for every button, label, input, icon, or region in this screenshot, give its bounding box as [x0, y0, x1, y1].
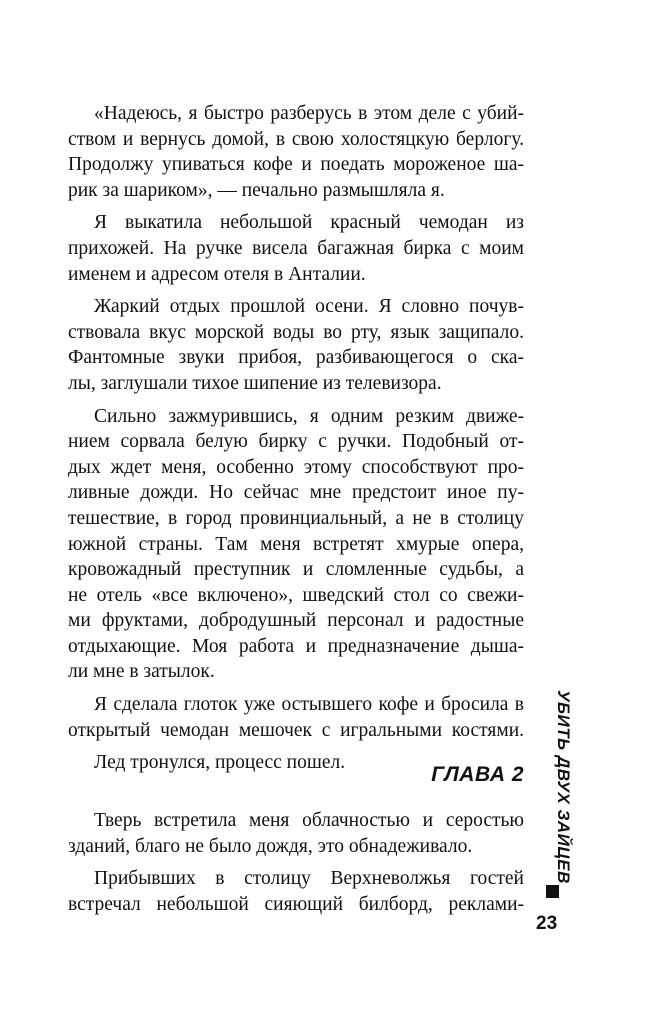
text-line: отдыхающие. Моя работа и предназначение дыша- [68, 635, 524, 657]
paragraph [68, 692, 524, 743]
paragraph [68, 210, 524, 287]
text-line: дых ждет меня, особенно этому способствуют про- [68, 456, 524, 478]
text-line: открытый чемодан мешочек с игральными костями. [68, 719, 524, 741]
text-line: Продолжу упиваться кофе и поедать мороженое ша- [68, 154, 524, 176]
text-line: южной страны. Там меня встретят хмурые опера, [68, 533, 524, 555]
paragraph [68, 808, 524, 859]
text-line: ми фруктами, добродушный персонал и радостные [68, 610, 524, 632]
text-line: Прибывших в столицу Верхневолжья гостей [94, 868, 524, 890]
body-text-section-1 [68, 101, 524, 783]
text-line: Жаркий отдых прошлой осени. Я словно почув- [94, 296, 524, 318]
text-line: именем и адресом отеля в Анталии. [68, 263, 366, 285]
text-line: кровожадный преступник и сломленные судьбы, а [68, 559, 524, 581]
text-line: Фантомные звуки прибоя, разбивающегося о ска- [68, 347, 524, 369]
text-line: рик за шариком», — печально размышляла я. [68, 179, 445, 201]
text-line: встречал небольшой сияющий билборд, реклами- [68, 893, 524, 915]
text-line: ством и вернусь домой, в свою холостяцкую берлогу. [68, 128, 524, 150]
paragraph [68, 294, 524, 396]
text-line: «Надеюсь, я быстро разберусь в этом деле с убий- [94, 103, 524, 124]
running-title [537, 690, 573, 900]
paragraph [68, 404, 524, 686]
page-number: 23 [536, 913, 558, 934]
paragraph [68, 101, 524, 203]
text-line: прихожей. На ручке висела багажная бирка с моим [68, 237, 524, 259]
text-line: тешествие, в город провинциальный, а не в столицу [68, 507, 524, 529]
text-line: Лед тронулся, процесс пошел. [94, 752, 346, 774]
text-line: ливные дожди. Но сейчас мне предстоит иное пу- [68, 482, 524, 504]
square-marker-icon [546, 885, 559, 898]
text-line: нием сорвала белую бирку с ручки. Подобный от- [68, 431, 524, 453]
body-text-section-2 [68, 808, 524, 924]
chapter-heading: ГЛАВА 2 [431, 763, 524, 786]
paragraph [68, 866, 524, 917]
text-line: Сильно зажмурившись, я одним резким движе- [94, 405, 524, 427]
text-line: зданий, благо не было дождя, это обнадеживало. [68, 835, 473, 857]
text-line: ли мне в затылок. [68, 661, 215, 683]
text-line: ствовала вкус морской воды во рту, язык защипало. [68, 321, 524, 343]
running-title-text: УБИТЬ ДВУХ ЗАЙЦЕВ [554, 690, 573, 884]
text-line: не отель «все включено», шведский стол со свежи- [68, 584, 524, 606]
text-line: Тверь встретила меня облачностью и серостью [94, 810, 524, 831]
text-line: Я выкатила небольшой красный чемодан из [94, 212, 524, 234]
text-line: лы, заглушали тихое шипение из телевизора. [68, 372, 442, 394]
text-line: Я сделала глоток уже остывшего кофе и бросила в [94, 694, 524, 716]
